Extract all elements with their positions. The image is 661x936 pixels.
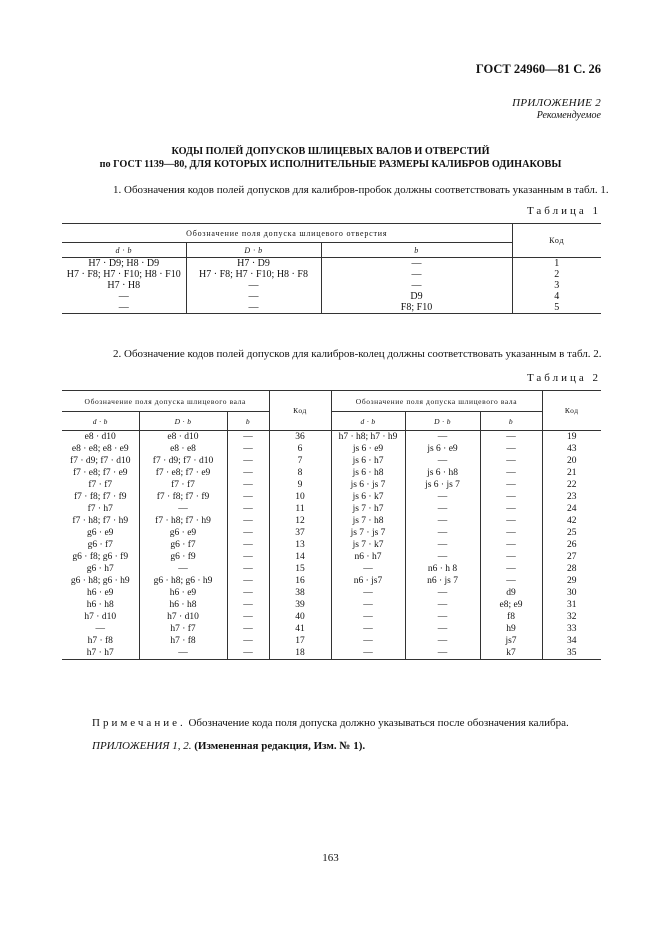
table-cell: f7 · d9; f7 · d10 <box>62 455 139 467</box>
table-2-label: Таблица 2 <box>526 372 601 384</box>
table-cell: g6 · h7 <box>62 563 139 575</box>
table-cell: 6 <box>269 443 331 455</box>
table-cell: 11 <box>269 503 331 515</box>
table-cell: 21 <box>567 468 577 478</box>
table-cell: f7 · f7 <box>62 479 139 491</box>
table-row <box>62 575 601 587</box>
table-cell: 28 <box>567 564 577 574</box>
table-2 <box>62 390 601 660</box>
table-row <box>62 647 601 660</box>
table-row <box>62 302 601 314</box>
table-2-header-db-right: d · b <box>331 412 405 431</box>
table-cell: — <box>331 563 405 575</box>
table-row <box>62 467 601 479</box>
appendix-status: Рекомендуемое <box>536 110 601 121</box>
table-cell: js 6 · e9 <box>331 443 405 455</box>
table-row <box>62 479 601 491</box>
table-cell: 39 <box>269 599 331 611</box>
appendix-label: ПРИЛОЖЕНИЕ 2 <box>512 97 601 109</box>
table-cell: g6 · h8; g6 · h9 <box>62 575 139 587</box>
table-cell: n6 · js7 <box>331 575 405 587</box>
table-cell: f7 · f8; f7 · f9 <box>62 491 139 503</box>
table-row <box>62 515 601 527</box>
table-1 <box>62 223 601 314</box>
table-cell: — <box>227 599 269 611</box>
table-cell: h7 · f7 <box>139 623 227 635</box>
note <box>92 717 569 729</box>
table-2-body <box>62 431 601 660</box>
table-cell: g6 · h8; g6 · h9 <box>139 575 227 587</box>
table-cell: d9 <box>480 587 542 599</box>
table-cell: js 6 · e9 <box>405 443 480 455</box>
table-cell: 37 <box>269 527 331 539</box>
table-cell: — <box>331 587 405 599</box>
table-2-header-Db-right: D · b <box>405 412 480 431</box>
table-cell: — <box>331 623 405 635</box>
table-cell: h6 · e9 <box>62 587 139 599</box>
table-cell: 36 <box>269 431 331 444</box>
table-cell: — <box>139 503 227 515</box>
table-cell: H7 · F8; H7 · F10; H8 · F8 <box>186 269 321 280</box>
table-cell: — <box>331 611 405 623</box>
table-cell: g6 · f7 <box>62 539 139 551</box>
table-row <box>62 269 601 280</box>
table-cell: js 6 · h7 <box>331 455 405 467</box>
table-cell: 34 <box>567 636 577 646</box>
table-cell: — <box>227 647 269 660</box>
table-cell: g6 · f7 <box>139 539 227 551</box>
table-row <box>62 431 601 444</box>
table-cell: js 6 · js 7 <box>405 479 480 491</box>
table-cell: — <box>62 623 139 635</box>
table-cell: — <box>186 280 321 291</box>
table-cell: — <box>480 539 542 551</box>
table-cell: 42 <box>567 516 577 526</box>
revision-note-amendment: (Измененная редакция, Изм. № 1). <box>191 740 366 752</box>
table-cell: f7 · e8; f7 · e9 <box>62 467 139 479</box>
table-cell: — <box>227 467 269 479</box>
paragraph-1: 1. Обозначения кодов полей допусков для калибров-пробок должны соответствовать указанным в табл. 1. <box>113 184 609 196</box>
table-row <box>62 611 601 623</box>
table-cell: — <box>480 515 542 527</box>
table-cell: H7 · D9 <box>186 258 321 270</box>
table-cell: f7 · e8; f7 · e9 <box>139 467 227 479</box>
table-cell: — <box>480 551 542 563</box>
table-row <box>62 258 601 270</box>
table-cell: 29 <box>567 576 577 586</box>
table-cell: — <box>480 563 542 575</box>
table-cell: — <box>227 575 269 587</box>
table-cell: g6 · e9 <box>139 527 227 539</box>
table-cell: — <box>480 527 542 539</box>
table-cell: 38 <box>269 587 331 599</box>
table-1-code-header: Код <box>549 236 565 245</box>
paragraph-2: 2. Обозначение кодов полей допусков для калибров-колец должны соответствовать указанным в табл. 2. <box>113 348 602 360</box>
table-cell: 17 <box>269 635 331 647</box>
revision-note-appendices: ПРИЛОЖЕНИЯ 1, 2. <box>92 740 192 752</box>
table-cell: — <box>405 491 480 503</box>
table-cell: h6 · h8 <box>62 599 139 611</box>
table-cell: — <box>186 302 321 314</box>
table-cell: — <box>331 647 405 660</box>
table-cell: js 7 · k7 <box>331 539 405 551</box>
table-cell: g6 · f8; g6 · f9 <box>62 551 139 563</box>
table-cell: g6 · f9 <box>139 551 227 563</box>
table-cell: 2 <box>554 269 560 280</box>
table-row <box>62 551 601 563</box>
table-cell: js 6 · k7 <box>331 491 405 503</box>
table-row <box>62 527 601 539</box>
table-cell: h9 <box>480 623 542 635</box>
table-cell: 16 <box>269 575 331 587</box>
table-cell: js 6 · h8 <box>405 467 480 479</box>
table-row <box>62 291 601 302</box>
table-cell: — <box>227 503 269 515</box>
table-cell: — <box>405 587 480 599</box>
table-cell: h6 · e9 <box>139 587 227 599</box>
table-1-label: Таблица 1 <box>526 205 601 217</box>
table-1-header-db: d · b <box>62 243 186 258</box>
table-cell: e8 · d10 <box>62 431 139 444</box>
table-cell: 7 <box>269 455 331 467</box>
table-cell: — <box>480 491 542 503</box>
table-cell: — <box>405 623 480 635</box>
table-cell: — <box>227 539 269 551</box>
table-cell: — <box>480 479 542 491</box>
table-cell: — <box>405 515 480 527</box>
table-cell: — <box>227 479 269 491</box>
table-cell: — <box>321 280 512 291</box>
table-cell: e8 · d10 <box>139 431 227 444</box>
table-row <box>62 635 601 647</box>
table-cell: 12 <box>269 515 331 527</box>
table-cell: — <box>227 527 269 539</box>
table-cell: — <box>186 291 321 302</box>
table-2-header-b-left: b <box>227 412 269 431</box>
table-cell: h7 · f8 <box>139 635 227 647</box>
table-cell: — <box>227 491 269 503</box>
table-cell: — <box>227 455 269 467</box>
table-cell: — <box>227 563 269 575</box>
table-row <box>62 599 601 611</box>
table-row <box>62 455 601 467</box>
page-number: 163 <box>322 852 339 864</box>
table-cell: — <box>405 647 480 660</box>
table-cell: 33 <box>567 624 577 634</box>
table-cell: — <box>480 443 542 455</box>
table-cell: 20 <box>567 456 577 466</box>
table-cell: H7 · D9; H8 · D9 <box>62 258 186 270</box>
table-cell: f7 · h8; f7 · h9 <box>62 515 139 527</box>
table-cell: h7 · h8; h7 · h9 <box>331 431 405 444</box>
table-cell: e8; e9 <box>480 599 542 611</box>
table-cell: n6 · js 7 <box>405 575 480 587</box>
section-title-line-2: по ГОСТ 1139—80, ДЛЯ КОТОРЫХ ИСПОЛНИТЕЛЬНЫЕ РАЗМЕРЫ КАЛИБРОВ ОДИНАКОВЫ <box>99 159 562 170</box>
table-cell: 9 <box>269 479 331 491</box>
table-cell: — <box>480 467 542 479</box>
table-cell: 26 <box>567 540 577 550</box>
table-cell: — <box>480 575 542 587</box>
table-cell: — <box>321 269 512 280</box>
table-cell: — <box>480 431 542 444</box>
table-cell: — <box>405 431 480 444</box>
note-text: Обозначение кода поля допуска должно указываться после обозначения калибра. <box>185 717 569 729</box>
table-row <box>62 280 601 291</box>
table-2-group-header-right: Обозначение поля допуска шлицевого вала <box>331 391 542 412</box>
table-row <box>62 539 601 551</box>
table-cell: D9 <box>321 291 512 302</box>
table-cell: — <box>405 635 480 647</box>
document-code: ГОСТ 24960—81 С. 26 <box>475 62 601 76</box>
table-cell: e8 · e8; e8 · e9 <box>62 443 139 455</box>
table-cell: f7 · f8; f7 · f9 <box>139 491 227 503</box>
table-cell: — <box>405 527 480 539</box>
table-cell: 30 <box>567 588 577 598</box>
table-cell: f7 · h8; f7 · h9 <box>139 515 227 527</box>
table-cell: — <box>139 647 227 660</box>
table-cell: — <box>227 635 269 647</box>
table-cell: f7 · d9; f7 · d10 <box>139 455 227 467</box>
table-cell: js7 <box>480 635 542 647</box>
table-cell: — <box>405 611 480 623</box>
table-cell: 43 <box>567 444 577 454</box>
table-1-header-b: b <box>321 243 512 258</box>
table-cell: — <box>321 258 512 270</box>
table-cell: n6 · h 8 <box>405 563 480 575</box>
table-cell: — <box>480 503 542 515</box>
table-cell: 40 <box>269 611 331 623</box>
table-cell: — <box>405 539 480 551</box>
table-cell: — <box>405 599 480 611</box>
table-cell: — <box>62 291 186 302</box>
table-row <box>62 563 601 575</box>
table-1-group-header: Обозначение поля допуска шлицевого отверстия <box>62 224 512 243</box>
section-title-line-1: КОДЫ ПОЛЕЙ ДОПУСКОВ ШЛИЦЕВЫХ ВАЛОВ И ОТВЕРСТИЙ <box>171 146 490 157</box>
table-cell: — <box>331 599 405 611</box>
table-2-header-Db-left: D · b <box>139 412 227 431</box>
table-row <box>62 587 601 599</box>
table-cell: — <box>139 563 227 575</box>
table-cell: F8; F10 <box>321 302 512 314</box>
table-cell: f7 · h7 <box>62 503 139 515</box>
table-cell: js 6 · h8 <box>331 467 405 479</box>
table-cell: 18 <box>269 647 331 660</box>
table-row <box>62 503 601 515</box>
table-cell: 35 <box>542 647 601 660</box>
table-2-header-db-left: d · b <box>62 412 139 431</box>
table-cell: h6 · h8 <box>139 599 227 611</box>
table-cell: — <box>227 551 269 563</box>
table-cell: g6 · e9 <box>62 527 139 539</box>
table-cell: 31 <box>567 600 577 610</box>
table-cell: 41 <box>269 623 331 635</box>
table-2-code-header-right: Код <box>564 406 579 415</box>
table-cell: — <box>227 431 269 444</box>
table-cell: 1 <box>554 258 560 269</box>
table-cell: 8 <box>269 467 331 479</box>
table-row <box>62 623 601 635</box>
table-cell: 15 <box>269 563 331 575</box>
table-cell: f8 <box>480 611 542 623</box>
table-cell: — <box>227 443 269 455</box>
note-prefix: Примечание. <box>92 717 186 729</box>
table-cell: 14 <box>269 551 331 563</box>
table-cell: js 7 · h7 <box>331 503 405 515</box>
table-cell: — <box>405 503 480 515</box>
table-cell: 25 <box>567 528 577 538</box>
table-cell: js 6 · js 7 <box>331 479 405 491</box>
table-cell: 3 <box>554 280 560 291</box>
table-cell: 5 <box>512 302 601 314</box>
table-1-body <box>62 258 601 314</box>
table-2-code-header-left: Код <box>269 391 331 431</box>
table-cell: 24 <box>567 504 577 514</box>
table-2-group-header-left: Обозначение поля допуска шлицевого вала <box>62 391 269 412</box>
table-cell: f7 · f7 <box>139 479 227 491</box>
table-cell: k7 <box>480 647 542 660</box>
table-cell: — <box>405 455 480 467</box>
table-cell: — <box>227 623 269 635</box>
table-cell: n6 · h7 <box>331 551 405 563</box>
table-cell: 23 <box>567 492 577 502</box>
table-cell: — <box>405 551 480 563</box>
revision-note <box>92 740 365 752</box>
table-cell: js 7 · h8 <box>331 515 405 527</box>
table-cell: 19 <box>567 432 577 442</box>
table-2-header-b-right: b <box>480 412 542 431</box>
table-cell: H7 · F8; H7 · F10; H8 · F10 <box>62 269 186 280</box>
table-row <box>62 491 601 503</box>
table-cell: 13 <box>269 539 331 551</box>
table-cell: — <box>480 455 542 467</box>
table-1-header-Db: D · b <box>186 243 321 258</box>
table-cell: h7 · d10 <box>62 611 139 623</box>
table-cell: — <box>227 611 269 623</box>
table-cell: 22 <box>567 480 577 490</box>
table-cell: — <box>62 302 186 314</box>
table-cell: h7 · h7 <box>62 647 139 660</box>
table-cell: H7 · H8 <box>62 280 186 291</box>
table-cell: 10 <box>269 491 331 503</box>
table-cell: h7 · d10 <box>139 611 227 623</box>
table-cell: e8 · e8 <box>139 443 227 455</box>
table-cell: — <box>227 515 269 527</box>
table-cell: — <box>227 587 269 599</box>
table-cell: — <box>331 635 405 647</box>
table-cell: 32 <box>567 612 577 622</box>
table-cell: 27 <box>567 552 577 562</box>
table-row <box>62 443 601 455</box>
table-cell: h7 · f8 <box>62 635 139 647</box>
table-cell: 4 <box>554 291 560 302</box>
table-cell: js 7 · js 7 <box>331 527 405 539</box>
